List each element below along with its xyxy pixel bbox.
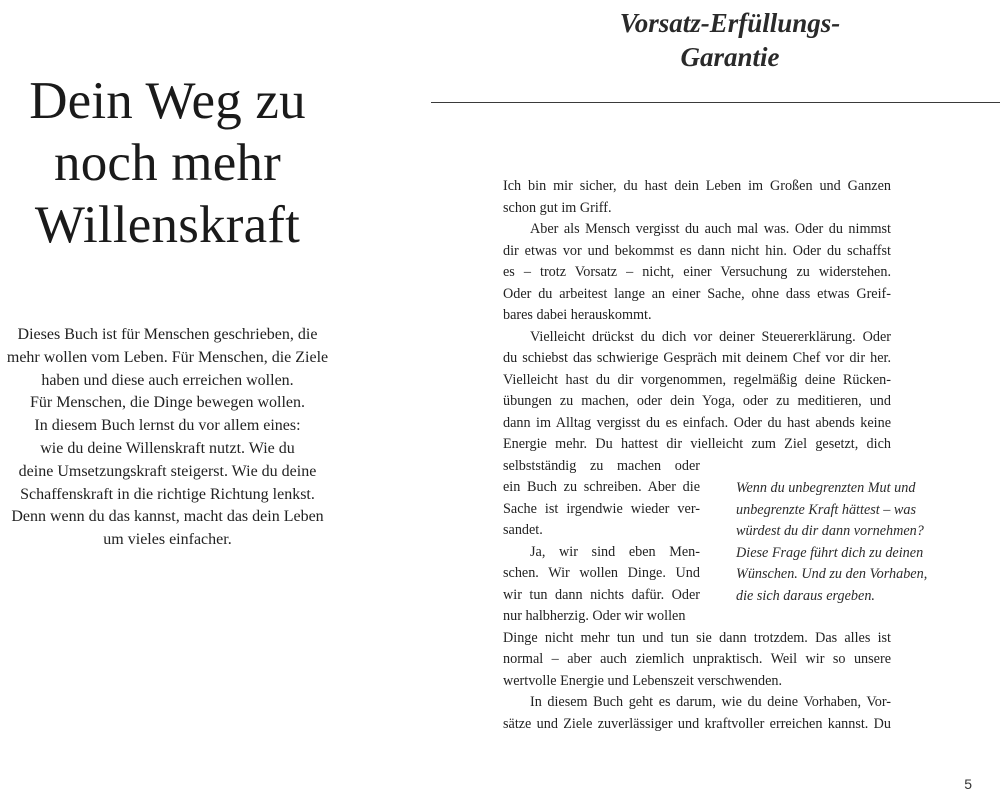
- pull-quote-line: würdest du dir dann vornehmen?: [736, 523, 924, 539]
- pull-quote: [736, 478, 976, 607]
- intro-line: In diesem Buch lernst du vor allem eines:: [34, 417, 301, 435]
- body-line: Oder du arbeitest lange an einer Sache, ohne dass etwas Greif-: [503, 285, 891, 302]
- intro-line: haben und diese auch erreichen wollen.: [41, 371, 294, 389]
- body-line: du schiebst das schwierige Gespräch mit deinem Chef vor dir her.: [503, 350, 891, 366]
- body-line: Ich bin mir sicher, du hast dein Leben im Großen und Ganzen: [503, 178, 891, 194]
- pull-quote-line: Wenn du unbegrenzten Mut und: [736, 480, 916, 496]
- body-line: normal – aber auch ziemlich unpraktisch. Weil wir so unsere: [503, 651, 891, 667]
- intro-line: deine Umsetzungskraft steigerst. Wie du deine: [18, 462, 317, 480]
- intro-line: Dieses Buch ist für Menschen geschrieben, die: [17, 326, 318, 343]
- pull-quote-line: unbegrenzte Kraft hättest – was: [736, 501, 916, 518]
- body-line: wir tun dann nichts dafür. Oder: [503, 586, 700, 603]
- body-line: sätze und Ziele zuverlässiger und kraftvoller erreichen kannst. Du: [503, 715, 891, 732]
- intro-line: mehr wollen vom Leben. Für Menschen, die Ziele: [6, 348, 329, 366]
- pull-quote-line: Wünschen. Und zu den Vorhaben,: [736, 566, 928, 582]
- body-line: Energie mehr. Du hattest dir vielleicht zum Ziel gesetzt, dich: [503, 436, 891, 452]
- body-line: selbstständig zu machen oder: [503, 457, 700, 474]
- chapter-title-line: Dein Weg zu: [29, 72, 306, 130]
- body-line: Ja, wir sind eben Men-: [530, 543, 700, 560]
- section-heading: [560, 6, 900, 74]
- body-line: Aber als Mensch vergisst du auch mal was. Oder du nimmst: [530, 221, 891, 237]
- chapter-title-line: Willenskraft: [34, 196, 301, 254]
- body-text: [503, 176, 891, 735]
- intro-paragraph: [0, 324, 335, 552]
- right-page: [430, 0, 1000, 800]
- intro-line: wie du deine Willenskraft nutzt. Wie du: [40, 439, 295, 457]
- section-heading-line: Garantie: [680, 42, 780, 72]
- body-line: In diesem Buch geht es darum, wie du deine Vorhaben, Vor-: [530, 694, 891, 710]
- left-page: [0, 0, 335, 800]
- intro-line: Für Menschen, die Dinge bewegen wollen.: [29, 394, 306, 412]
- body-line: bares dabei herauskommt.: [503, 307, 652, 323]
- body-line: dir etwas vor und bekommst es dann nicht hin. Oder du schaffst: [503, 242, 891, 259]
- body-line: Vielleicht hast du dir vorgenommen, regelmäßig deine Rücken-: [503, 371, 891, 388]
- body-line: übungen zu machen, oder dein Yoga, oder zu meditieren, und: [503, 393, 891, 409]
- body-line: es – trotz Vorsatz – nicht, einer Versuchung zu widerstehen.: [503, 264, 891, 280]
- pull-quote-line: die sich daraus ergeben.: [736, 587, 875, 604]
- body-line: Dinge nicht mehr tun und tun sie dann trotzdem. Das alles ist: [503, 629, 891, 646]
- body-line: nur halbherzig. Oder wir wollen: [503, 608, 686, 624]
- intro-line: Schaffenskraft in die richtige Richtung lenkst.: [20, 485, 315, 503]
- body-line: sandet.: [503, 522, 543, 538]
- intro-line: um vieles einfacher.: [103, 531, 232, 549]
- body-line: Vielleicht drückst du dich vor deiner Steuererklärung. Oder: [530, 328, 891, 345]
- body-line: wertvolle Energie und Lebenszeit verschwenden.: [503, 672, 783, 689]
- chapter-title-line: noch mehr: [54, 134, 281, 192]
- body-line: dann im Alltag vergisst du es einfach. Oder du hast abends keine: [503, 414, 891, 431]
- page-number: 5: [964, 776, 972, 792]
- body-line: schon gut im Griff.: [503, 199, 612, 216]
- body-line: Sache ist irgendwie wieder ver-: [503, 500, 700, 517]
- intro-line: Denn wenn du das kannst, macht das dein Leben: [11, 508, 324, 526]
- pull-quote-line: Diese Frage führt dich zu deinen: [736, 544, 924, 561]
- chapter-title: [0, 70, 335, 256]
- body-line: schen. Wir wollen Dinge. Und: [503, 565, 700, 581]
- heading-divider: [431, 102, 1000, 103]
- body-line: ein Buch zu schreiben. Aber die: [503, 479, 700, 495]
- section-heading-line: Vorsatz-Erfüllungs-: [619, 8, 841, 38]
